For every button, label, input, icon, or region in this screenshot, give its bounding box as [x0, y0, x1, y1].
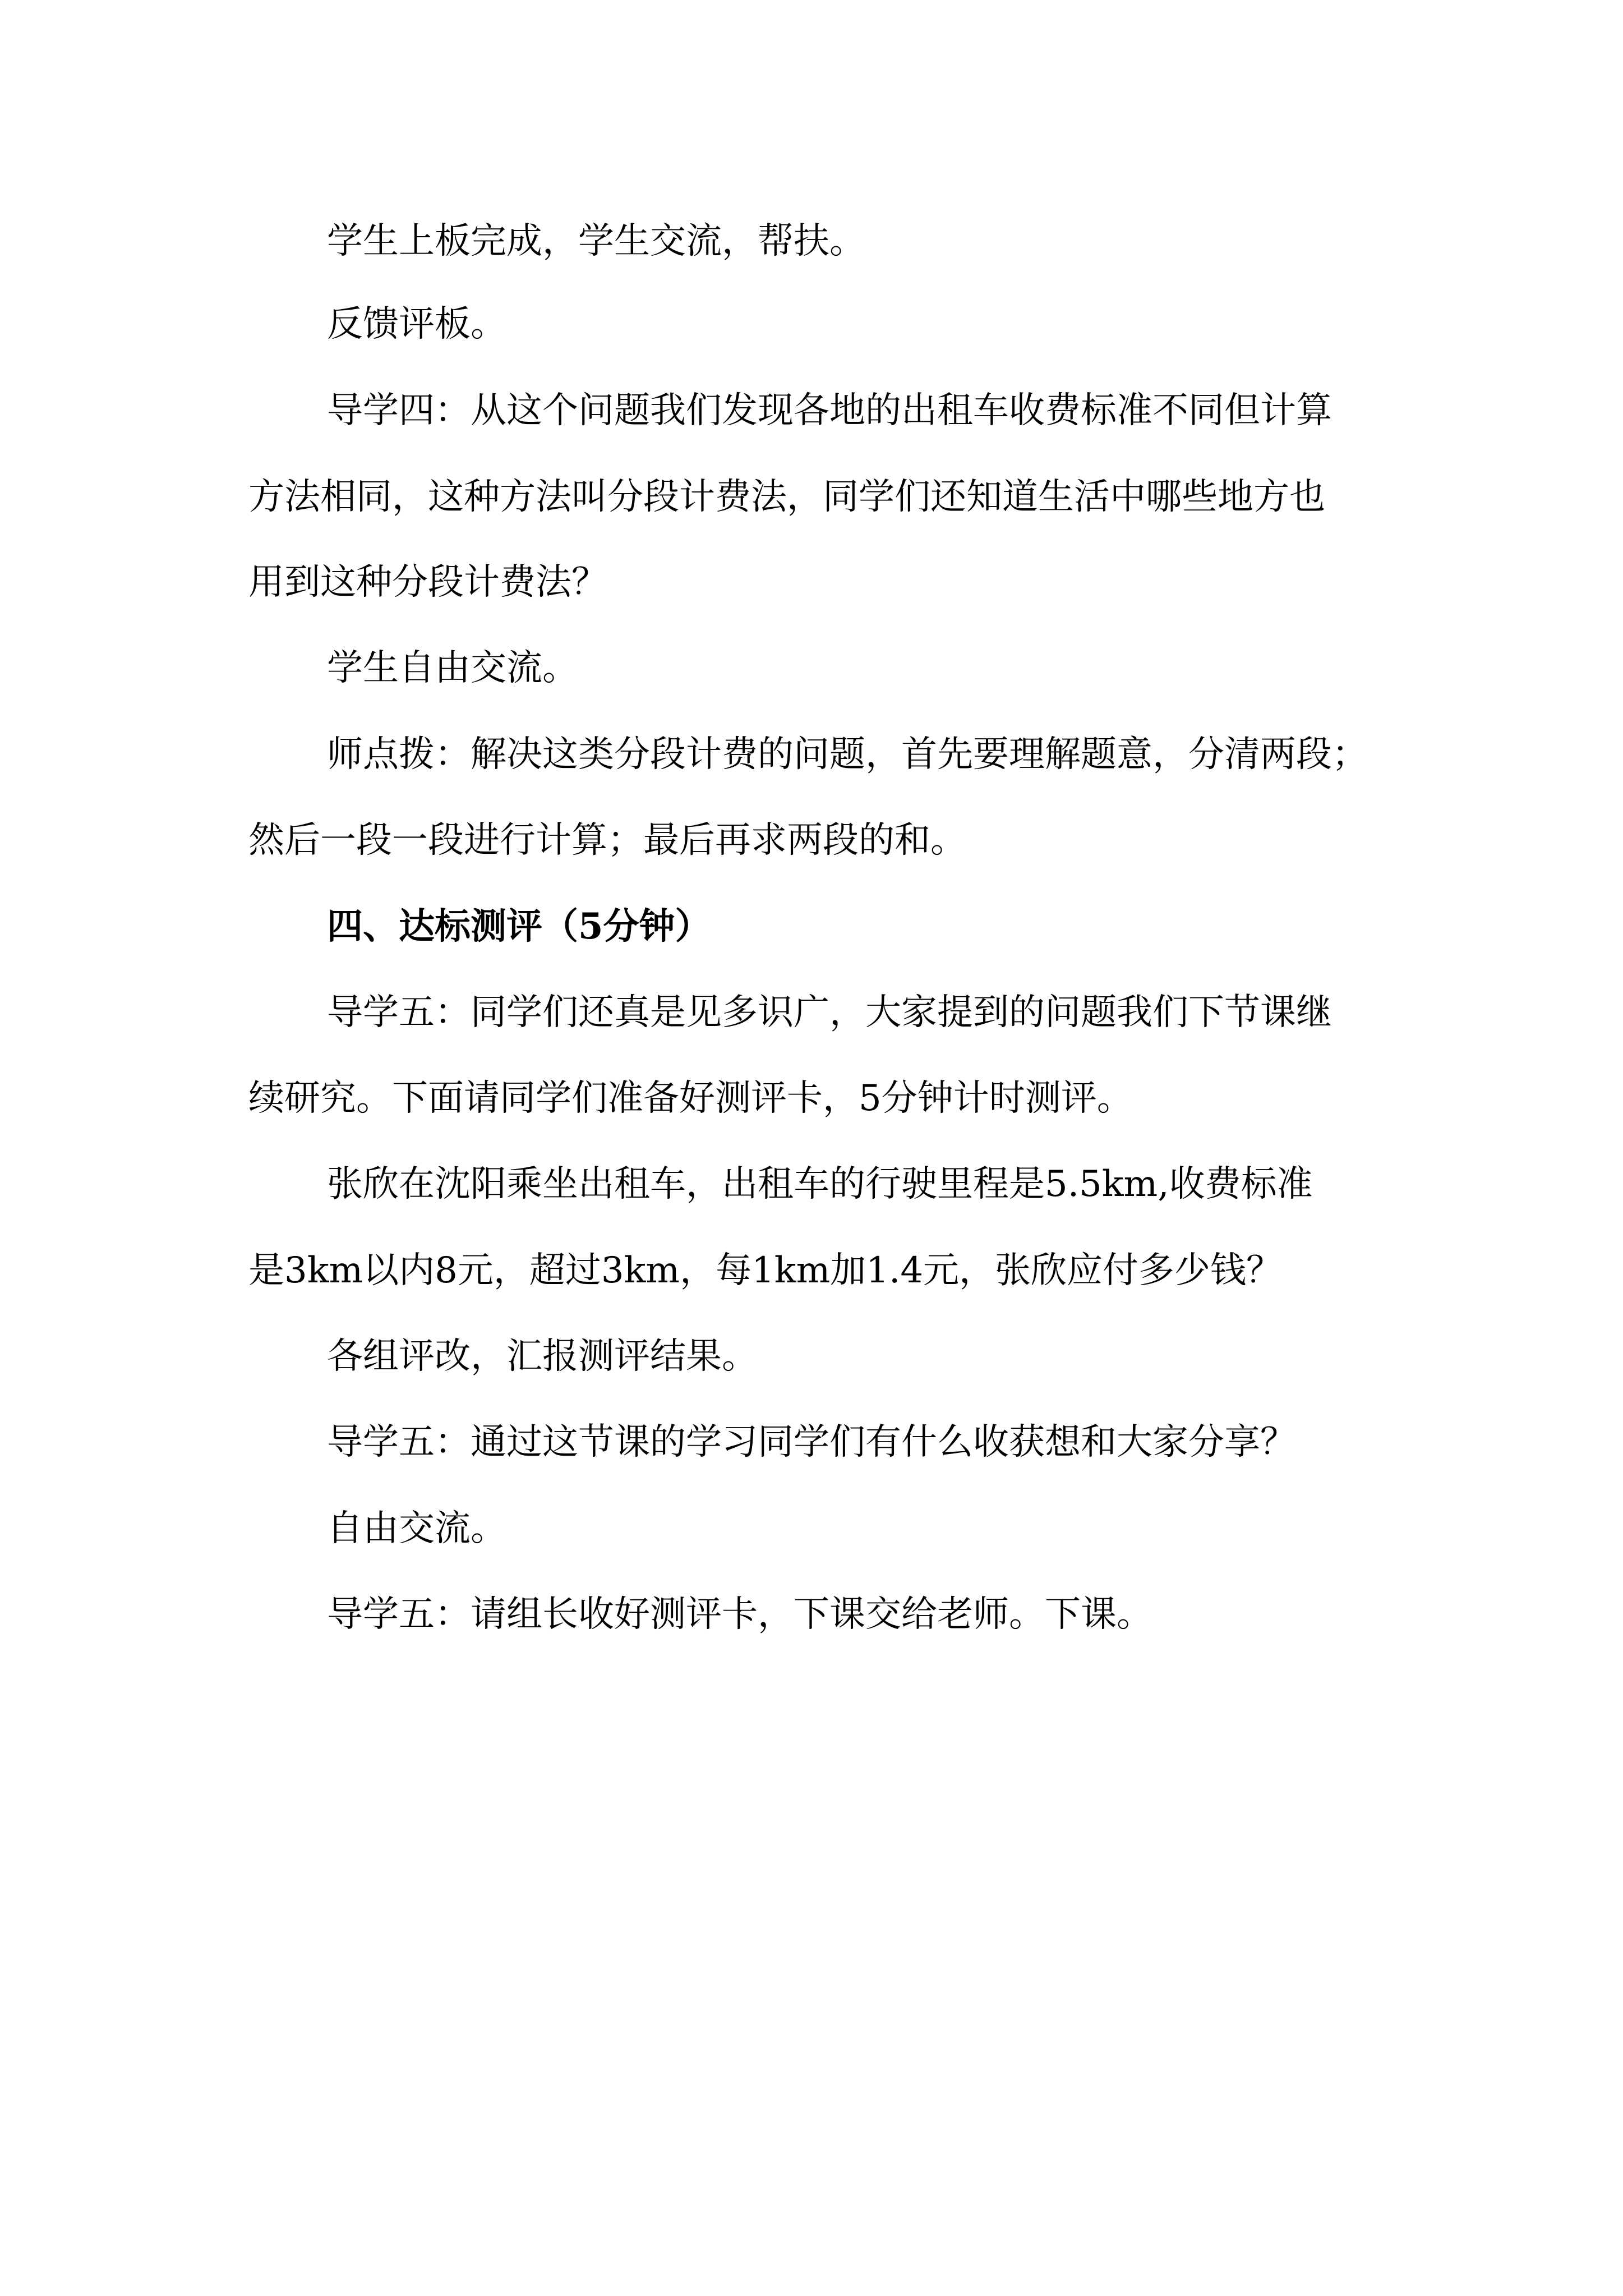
paragraph-teacher-tip-line-2: 然后一段一段进行计算；最后再求两段的和。	[248, 820, 966, 861]
paragraph-teacher-tip-line-1: 师点拨：解决这类分段计费的问题，首先要理解题意，分清两段；	[327, 734, 1368, 775]
paragraph-guide-5-closing: 导学五：请组长收好测评卡，下课交给老师。下课。	[327, 1594, 1152, 1635]
paragraph-guide-4-line-3: 用到这种分段计费法？	[248, 562, 607, 603]
paragraph-guide-4-line-1: 导学四：从这个问题我们发现各地的出租车收费标准不同但计算	[327, 390, 1332, 431]
paragraph-group-review: 各组评改，汇报测评结果。	[327, 1336, 758, 1377]
paragraph-taxi-problem-line-2: 是3km以内8元，超过3km，每1km加1.4元，张欣应付多少钱？	[248, 1250, 1283, 1291]
paragraph-guide-5-sharing: 导学五：通过这节课的学习同学们有什么收获想和大家分享？	[327, 1421, 1296, 1463]
paragraph-feedback: 反馈评板。	[327, 303, 506, 345]
paragraph-guide-5-line-2: 续研究。下面请同学们准备好测评卡，5分钟计时测评。	[248, 1078, 1133, 1119]
paragraph-free-discussion: 学生自由交流。	[327, 647, 578, 689]
paragraph-board-work: 学生上板完成，学生交流，帮扶。	[327, 220, 865, 262]
paragraph-guide-5-line-1: 导学五：同学们还真是见多识广，大家提到的问题我们下节课继	[327, 992, 1332, 1033]
paragraph-free-exchange: 自由交流。	[327, 1508, 506, 1549]
paragraph-taxi-problem-line-1: 张欣在沈阳乘坐出租车，出租车的行驶里程是5.5km,收费标准	[327, 1163, 1313, 1205]
paragraph-guide-4-line-2: 方法相同，这种方法叫分段计费法，同学们还知道生活中哪些地方也	[248, 476, 1325, 518]
section-heading-assessment: 四、达标测评（5分钟）	[327, 905, 711, 947]
